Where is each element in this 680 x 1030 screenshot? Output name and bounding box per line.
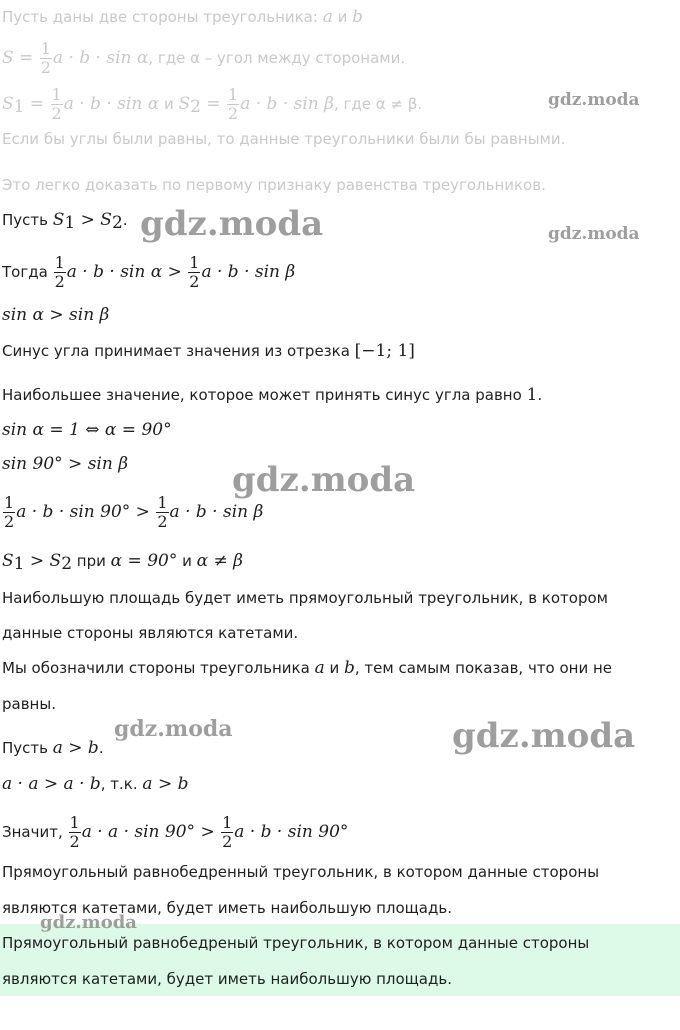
watermark: gdz.moda xyxy=(232,460,416,500)
sine-equals-one: sin α = 1 ⇔ α = 90° xyxy=(2,420,172,440)
text-line: равны. xyxy=(2,695,56,713)
two-areas-formula: $S_1$ = $\frac{1}{2}$ a · b · sin α и $S_2$ = $\frac{1}{2}$ a · b · sin β, где α ≠ β. xyxy=(2,85,423,123)
proof-note: Это легко доказать по первому признаку равенства треугольников. xyxy=(2,176,546,194)
text-line: Наибольшую площадь будет иметь прямоугольный треугольник, в котором xyxy=(2,589,608,607)
notation-line: Мы обозначили стороны треугольника a и b, тем самым показав, что они не xyxy=(2,658,613,678)
area-formula: S = $\frac{1}{2}$ a · b · sin α, где α – угол между сторонами. xyxy=(2,39,406,77)
assume-line: Пусть $S_1 > S_2$. xyxy=(2,210,128,233)
therefore-line: Значит, $\frac{1}{2}$ a · a · sin 90° > $\frac{1}{2}$ a · b · sin 90° xyxy=(2,813,349,851)
watermark: gdz.moda xyxy=(114,716,233,742)
sine-inequality: sin α > sin β xyxy=(2,305,110,325)
max-sine-line: Наибольшее значение, которое может принять синус угла равно 1. xyxy=(2,385,543,405)
area-inequality-90: $\frac{1}{2}$ a · b · sin 90° > $\frac{1}{2}$ a · b · sin β xyxy=(4,493,264,531)
watermark: gdz.moda xyxy=(452,716,636,756)
text-line: являются катетами, будет иметь наибольшую площадь. xyxy=(2,899,452,917)
answer-box xyxy=(0,924,680,996)
text-line: данные стороны являются катетами. xyxy=(2,624,299,642)
intro-line: Пусть даны две стороны треугольника: a и b xyxy=(2,7,364,27)
assume-a-gt-b: Пусть a > b. xyxy=(2,738,104,758)
watermark: gdz.moda xyxy=(40,912,137,933)
product-inequality: a · a > a · b, т.к. a > b xyxy=(2,774,189,794)
answer-line: Прямоугольный равнобедреный треугольник, в котором данные стороны xyxy=(2,934,590,952)
watermark: gdz.moda xyxy=(140,204,324,244)
watermark: gdz.moda xyxy=(548,224,640,244)
watermark: gdz.moda xyxy=(548,90,640,110)
answer-line: являются катетами, будет иметь наибольшую площадь. xyxy=(2,970,452,988)
sin90-inequality: sin 90° > sin β xyxy=(2,454,129,474)
fraction: $\frac{1}{2}$ xyxy=(40,39,51,77)
equal-angles-note: Если бы углы были равны, то данные треугольники были бы равными. xyxy=(2,130,566,148)
text-line: Прямоугольный равнобедренный треугольник, в котором данные стороны xyxy=(2,863,600,881)
then-line: Тогда $\frac{1}{2}$ a · b · sin α > $\frac{1}{2}$ a · b · sin β xyxy=(2,253,296,291)
sine-range-line: Синус угла принимает значения из отрезка [−1; 1] xyxy=(2,341,415,361)
conclusion-condition: $S_1 > S_2$ при α = 90° и α ≠ β xyxy=(2,551,243,574)
